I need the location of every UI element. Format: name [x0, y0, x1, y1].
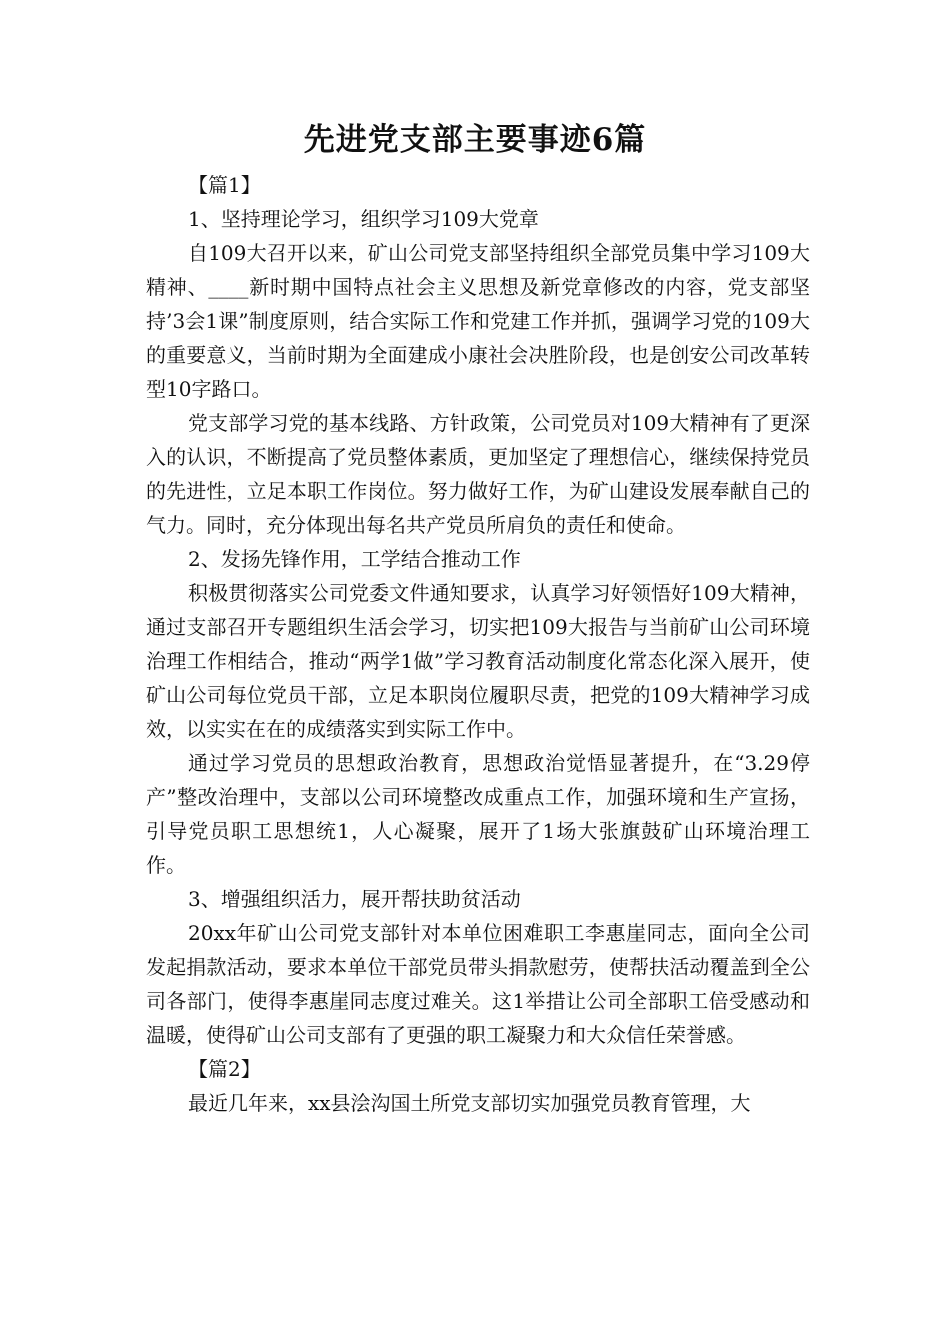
paragraph: 自109大召开以来，矿山公司党支部坚持组织全部党员集中学习109大精神、____新时期中国特点社会主义思想及新党章修改的内容，党支部坚持’3会1课”制度原则，结合实际工作和党建工作并抓，强调学习党的109大的重要意义，当前时期为全面建成小康社会决胜阶段，也是创安公司改革转型10字路口。 — [146, 241, 810, 401]
subheading-3: 3、增强组织活力，展开帮扶助贫活动 — [188, 887, 521, 911]
document-body — [146, 168, 810, 1120]
section-heading-2: 【篇2】 — [188, 1057, 261, 1081]
paragraph: 20xx年矿山公司党支部针对本单位困难职工李惠崖同志，面向全公司发起捐款活动，要求本单位干部党员带头捐款慰劳，使帮扶活动覆盖到全公司各部门，使得李惠崖同志度过难关。这1举措让公司全部职工倍受感动和温暖，使得矿山公司支部有了更强的职工凝聚力和大众信任荣誉感。 — [146, 921, 810, 1047]
paragraph: 积极贯彻落实公司党委文件通知要求，认真学习好领悟好109大精神，通过支部召开专题组织生活会学习，切实把109大报告与当前矿山公司环境治理工作相结合，推动“两学1做”学习教育活动制度化常态化深入展开，使矿山公司每位党员干部，立足本职岗位履职尽责，把党的109大精神学习成效，以实实在在的成绩落实到实际工作中。 — [146, 581, 810, 741]
document-title: 先进党支部主要事迹6篇 — [303, 122, 647, 158]
subheading-1: 1、坚持理论学习，组织学习109大党章 — [188, 207, 539, 231]
paragraph: 最近几年来，xx县浍沟国土所党支部切实加强党员教育管理，大 — [188, 1091, 751, 1115]
subheading-2: 2、发扬先锋作用，工学结合推动工作 — [188, 547, 521, 571]
paragraph: 党支部学习党的基本线路、方针政策，公司党员对109大精神有了更深入的认识，不断提高了党员整体素质，更加坚定了理想信心，继续保持党员的先进性，立足本职工作岗位。努力做好工作，为矿山建设发展奉献自己的气力。同时，充分体现出每名共产党员所肩负的责任和使命。 — [146, 411, 810, 537]
section-heading-1: 【篇1】 — [188, 173, 261, 197]
paragraph: 通过学习党员的思想政治教育，思想政治觉悟显著提升，在“3.29停产”整改治理中，支部以公司环境整改成重点工作，加强环境和生产宣扬，引导党员职工思想统1，人心凝聚，展开了1场大张旗鼓矿山环境治理工作。 — [146, 751, 810, 877]
